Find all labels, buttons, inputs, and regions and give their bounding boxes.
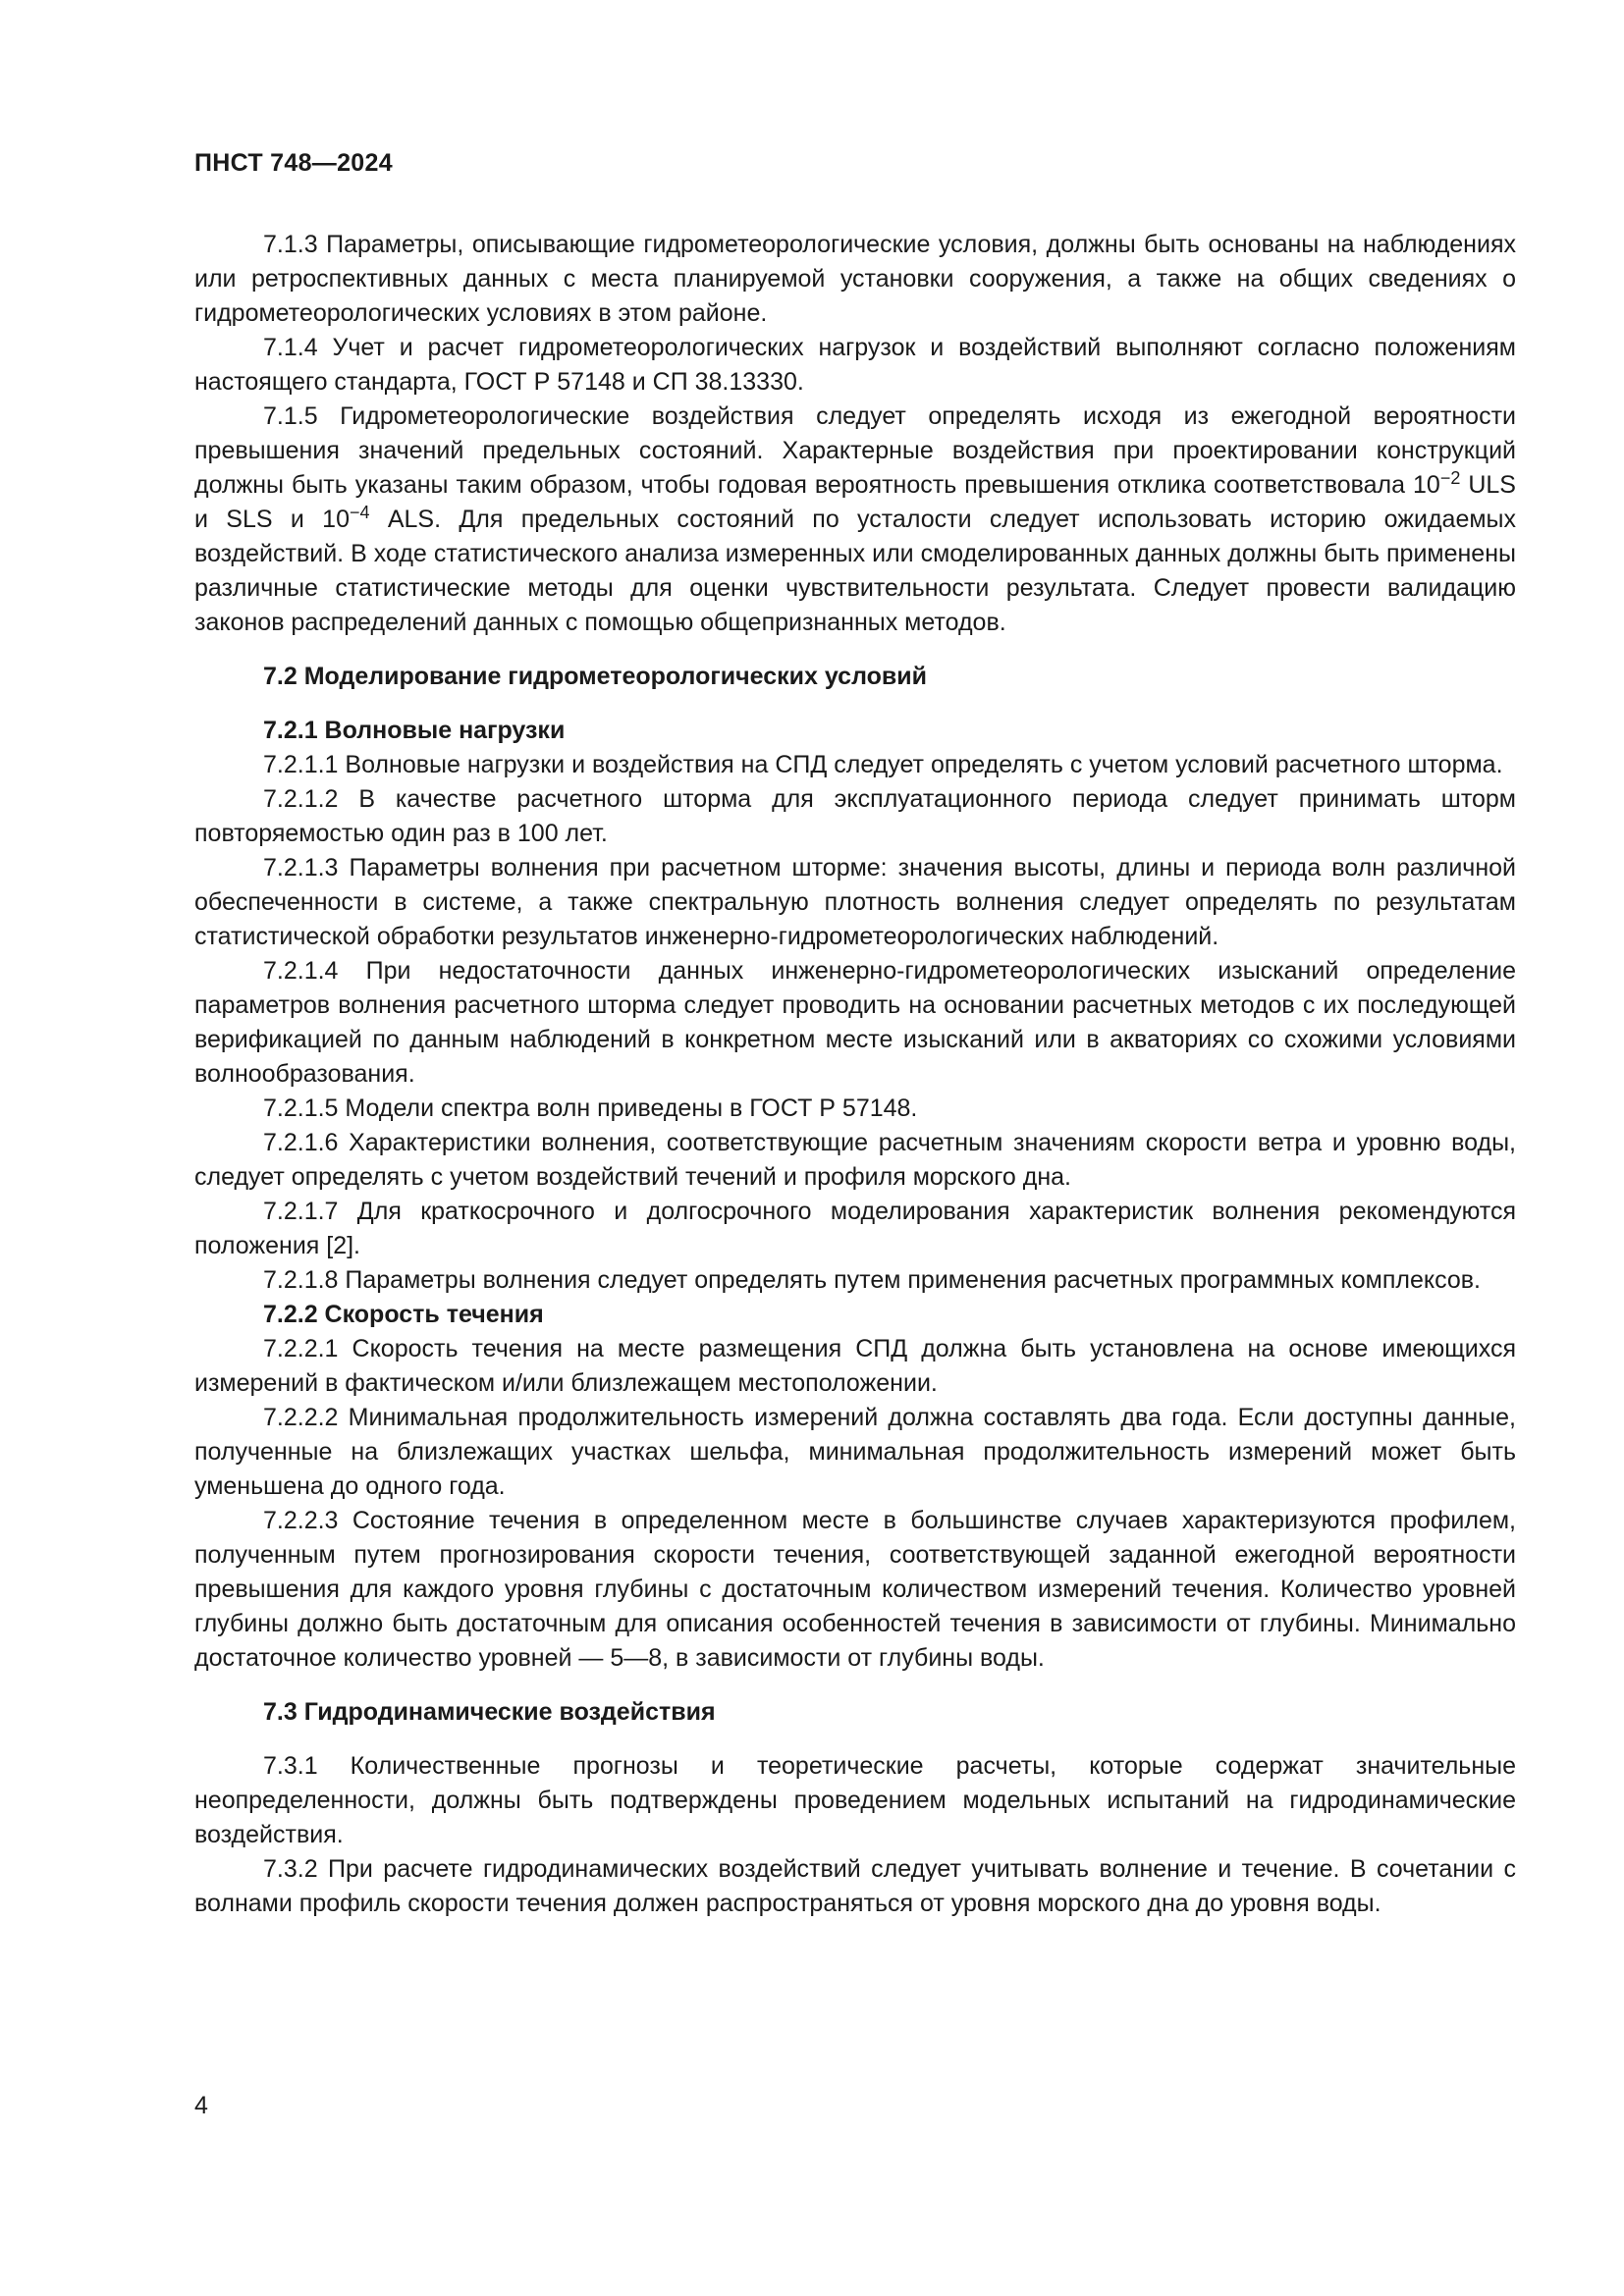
subsection-heading-7-2-2: 7.2.2 Скорость течения <box>263 1301 544 1328</box>
paragraph-7-2-1-8: 7.2.1.8 Параметры волнения следует определять путем применения расчетных программных комплексов. <box>263 1266 1481 1294</box>
paragraph-7-3-2: 7.3.2 При расчете гидродинамических воздействий следует учитывать волнение и течение. В сочетании с волнами профиль скорости течения должен распространяться от уровня морского дна до уровня воды. <box>194 1855 1516 1917</box>
exponent-minus-2: −2 <box>1439 468 1461 488</box>
paragraph-7-2-1-6: 7.2.1.6 Характеристики волнения, соответствующие расчетным значениям скорости ветра и уровню воды, следует определять с учетом воздействий течений и профиля морского дна. <box>194 1129 1516 1191</box>
subsection-heading-7-2-1: 7.2.1 Волновые нагрузки <box>263 717 566 744</box>
section-heading-7-3: 7.3 Гидродинамические воздействия <box>263 1698 716 1726</box>
document-body <box>194 228 1516 1921</box>
paragraph-7-2-1-2: 7.2.1.2 В качестве расчетного шторма для эксплуатационного периода следует принимать шторм повторяемостью один раз в 100 лет. <box>194 785 1516 847</box>
paragraph-7-1-5-text-c: ALS. Для предельных состояний по усталости следует использовать историю ожидаемых воздействий. В ходе статистического анализа измеренных или смоделированных данных должны быть применены различные статистические методы для оценки чувствительности результата. Следует провести валидацию законов распределений данных с помощью общепризнанных методов. <box>194 506 1517 636</box>
paragraph-7-1-5-text-a: 7.1.5 Гидрометеорологические воздействия следует определять исходя из ежегодной вероятности превышения значений предельных состояний. Характерные воздействия при проектировании конструкций должны быть указаны таким образом, чтобы годовая вероятность превышения отклика соответствовала 10 <box>194 402 1516 499</box>
paragraph-7-2-2-1: 7.2.2.1 Скорость течения на месте размещения СПД должна быть установлена на основе имеющихся измерений в фактическом и/или близлежащем местоположении. <box>194 1335 1516 1397</box>
paragraph-7-2-2-3: 7.2.2.3 Состояние течения в определенном месте в большинстве случаев характеризуются профилем, полученным путем прогнозирования скорости течения, соответствующей заданной ежегодной вероятности превышения для каждого уровня глубины с достаточным количеством измерений течения. Количество уровней глубины должно быть достаточным для описания особенностей течения в зависимости от глубины. Минимально достаточное количество уровней — 5—8, в зависимости от глубины воды. <box>194 1507 1516 1672</box>
paragraph-7-3-1: 7.3.1 Количественные прогнозы и теоретические расчеты, которые содержат значительные неопределенности, должны быть подтверждены проведением модельных испытаний на гидродинамические воздействия. <box>194 1752 1516 1848</box>
paragraph-7-1-4: 7.1.4 Учет и расчет гидрометеорологических нагрузок и воздействий выполняют согласно положениям настоящего стандарта, ГОСТ Р 57148 и СП 38.13330. <box>194 334 1516 396</box>
paragraph-7-2-1-4: 7.2.1.4 При недостаточности данных инженерно-гидрометеорологических изысканий определение параметров волнения расчетного шторма следует проводить на основании расчетных методов с их последующей верификацией по данным наблюдений в конкретном месте изысканий или в акваториях со схожими условиями волнообразования. <box>194 957 1516 1088</box>
page-number: 4 <box>194 2092 208 2119</box>
paragraph-7-2-1-5: 7.2.1.5 Модели спектра волн приведены в ГОСТ Р 57148. <box>263 1095 918 1122</box>
document-code: ПНСТ 748—2024 <box>194 149 393 177</box>
exponent-minus-4: −4 <box>349 503 370 522</box>
paragraph-7-2-1-3: 7.2.1.3 Параметры волнения при расчетном шторме: значения высоты, длины и периода волн различной обеспеченности в системе, а также спектральную плотность волнения следует определять по результатам статистической обработки результатов инженерно-гидрометеорологических наблюдений. <box>194 854 1516 950</box>
paragraph-7-2-2-2: 7.2.2.2 Минимальная продолжительность измерений должна составлять два года. Если доступны данные, полученные на близлежащих участках шельфа, минимальная продолжительность измерений может быть уменьшена до одного года. <box>194 1404 1516 1500</box>
section-heading-7-2: 7.2 Моделирование гидрометеорологических условий <box>263 663 928 690</box>
paragraph-7-1-3: 7.1.3 Параметры, описывающие гидрометеорологические условия, должны быть основаны на наблюдениях или ретроспективных данных с места планируемой установки сооружения, а также на общих сведениях о гидрометеорологических условиях в этом районе. <box>194 231 1516 327</box>
paragraph-7-2-1-7: 7.2.1.7 Для краткосрочного и долгосрочного моделирования характеристик волнения рекомендуются положения [2]. <box>194 1198 1516 1259</box>
paragraph-7-1-5-text-b: ULS и SLS и 10 <box>194 471 1516 533</box>
paragraph-7-1-5 <box>194 400 1516 640</box>
paragraph-7-2-1-1: 7.2.1.1 Волновые нагрузки и воздействия на СПД следует определять с учетом условий расчетного шторма. <box>263 751 1503 778</box>
